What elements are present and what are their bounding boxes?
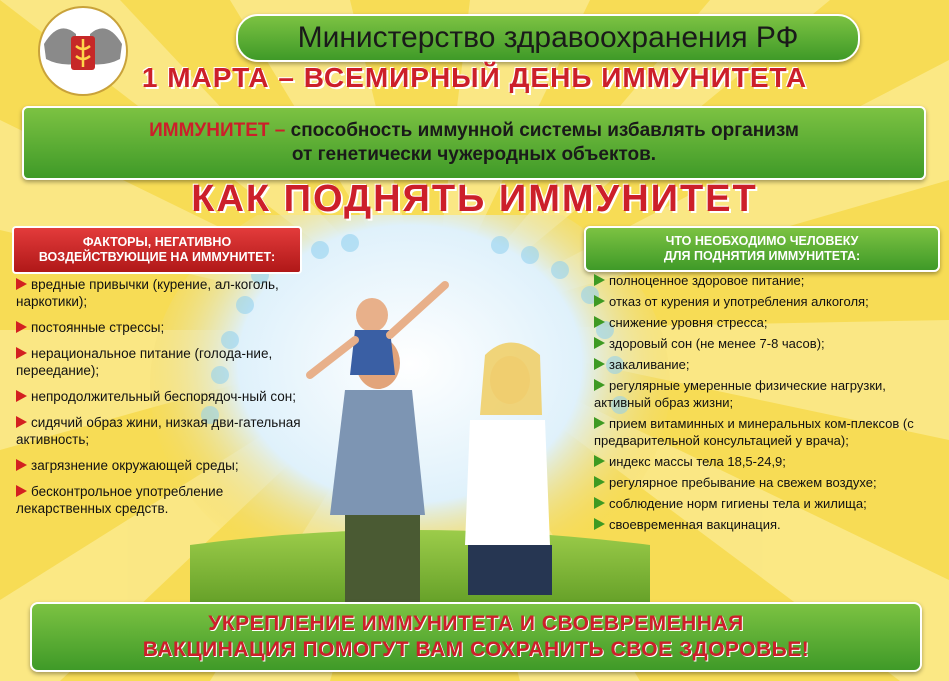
red-triangle-bullet-icon — [16, 278, 27, 290]
list-item: бесконтрольное употребление лекарственных средств. — [16, 484, 224, 516]
negative-factors-heading-line-2: ВОЗДЕЙСТВУЮЩИЕ НА ИММУНИТЕТ: — [38, 250, 276, 264]
ministry-title: Министерство здравоохранения РФ — [297, 21, 799, 54]
list-item: вредные привычки (курение, ал-коголь, наркотики); — [16, 277, 279, 309]
green-triangle-bullet-icon — [594, 295, 605, 307]
negative-factors-heading — [12, 226, 302, 274]
footer-banner — [30, 602, 922, 672]
immunity-definition-banner — [22, 106, 926, 180]
green-triangle-bullet-icon — [594, 379, 605, 391]
green-triangle-bullet-icon — [594, 476, 605, 488]
list-item: своевременная вакцинация. — [594, 516, 944, 533]
red-triangle-bullet-icon — [16, 321, 27, 333]
footer-line-1: УКРЕПЛЕНИЕ ИММУНИТЕТА И СВОЕВРЕМЕННАЯ — [208, 612, 744, 635]
list-item: сидячий образ жини, низкая дви-гательная активность; — [16, 415, 301, 447]
negative-factors-heading-line-1: ФАКТОРЫ, НЕГАТИВНО — [82, 235, 232, 249]
red-triangle-bullet-icon — [16, 416, 27, 428]
red-triangle-bullet-icon — [16, 390, 27, 402]
definition-line-1-text: способность иммунной системы избавлять организм — [285, 120, 799, 141]
green-triangle-bullet-icon — [594, 274, 605, 286]
list-item: индекс массы тела 18,5-24,9; — [594, 453, 944, 470]
red-triangle-bullet-icon — [16, 459, 27, 471]
list-item: снижение уровня стресса; — [594, 314, 944, 331]
green-triangle-bullet-icon — [594, 417, 605, 429]
list-item: постоянные стрессы; — [16, 319, 301, 336]
green-triangle-bullet-icon — [594, 518, 605, 530]
list-item: отказ от курения и употребления алкоголя; — [594, 293, 944, 310]
list-item: загрязнение окружающей среды; — [16, 457, 301, 474]
green-triangle-bullet-icon — [594, 316, 605, 328]
list-item: регулярное пребывание на свежем воздухе; — [594, 474, 944, 491]
main-title: КАК ПОДНЯТЬ ИММУНИТЕТ — [191, 178, 758, 220]
list-item: прием витаминных и минеральных ком-плексов (с предварительной консультацией у врача); — [594, 416, 914, 448]
negative-factors-list — [16, 276, 301, 526]
list-item: закаливание; — [594, 356, 944, 373]
list-item: нерациональное питание (голода-ние, переедание); — [16, 346, 273, 378]
definition-line-1 — [149, 119, 799, 143]
green-triangle-bullet-icon — [594, 455, 605, 467]
red-triangle-bullet-icon — [16, 347, 27, 359]
footer-line-2: ВАКЦИНАЦИЯ ПОМОГУТ ВАМ СОХРАНИТЬ СВОЕ ЗДОРОВЬЕ! — [142, 638, 810, 661]
list-item: полноценное здоровое питание; — [594, 272, 944, 289]
red-triangle-bullet-icon — [16, 485, 27, 497]
list-item: непродолжительный беспорядоч-ный сон; — [16, 388, 301, 405]
definition-term: ИММУНИТЕТ – — [149, 120, 286, 141]
green-triangle-bullet-icon — [594, 358, 605, 370]
immunity-needs-heading-line-1: ЧТО НЕОБХОДИМО ЧЕЛОВЕКУ — [665, 234, 859, 248]
green-triangle-bullet-icon — [594, 497, 605, 509]
green-triangle-bullet-icon — [594, 337, 605, 349]
definition-line-2: от генетически чужеродных объектов. — [291, 144, 657, 165]
list-item: регулярные умеренные физические нагрузки, активный образ жизни; — [594, 378, 886, 410]
immunity-needs-list — [594, 272, 944, 537]
immunity-needs-heading-line-2: ДЛЯ ПОДНЯТИЯ ИММУНИТЕТА: — [663, 249, 861, 263]
list-item: соблюдение норм гигиены тела и жилища; — [594, 495, 944, 512]
immunity-needs-heading — [584, 226, 940, 272]
list-item: здоровый сон (не менее 7-8 часов); — [594, 335, 944, 352]
ministry-banner — [236, 14, 860, 62]
event-date-title: 1 МАРТА – ВСЕМИРНЫЙ ДЕНЬ ИММУНИТЕТА — [141, 62, 808, 93]
